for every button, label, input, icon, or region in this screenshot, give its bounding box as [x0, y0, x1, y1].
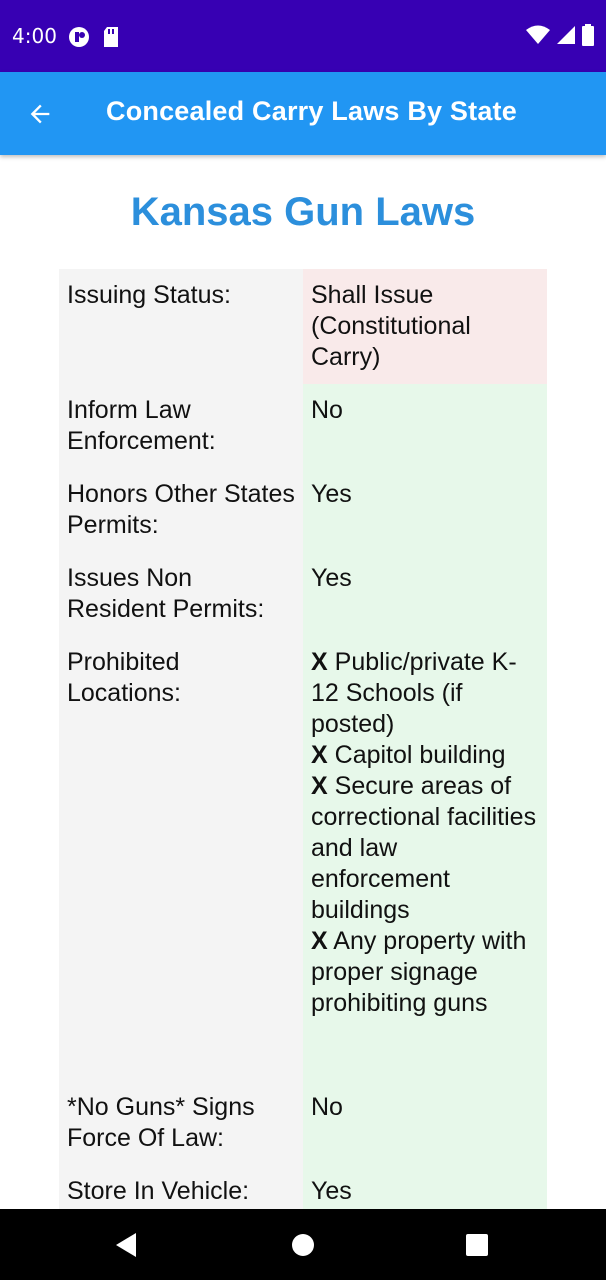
navigation-bar [0, 1209, 606, 1280]
prohibited-mark: X [311, 741, 328, 769]
prohibited-item [311, 647, 539, 740]
status-right-icons [526, 24, 594, 46]
law-row-issuing-status [59, 269, 547, 384]
status-left-icons [68, 26, 120, 48]
nav-recents-button[interactable] [459, 1227, 495, 1263]
prohibited-locations-list [303, 636, 547, 1081]
notification-app-icon [68, 26, 90, 48]
law-value: Yes [303, 1165, 547, 1209]
page-title: Kansas Gun Laws [130, 190, 476, 234]
prohibited-item-text: Any property with proper signage prohibiting guns [311, 927, 527, 1017]
prohibited-mark: X [311, 772, 328, 800]
law-row-non-resident [59, 552, 547, 636]
prohibited-item [311, 771, 539, 926]
prohibited-mark: X [311, 927, 328, 955]
back-button[interactable] [18, 92, 62, 136]
law-label: *No Guns* Signs Force Of Law: [59, 1081, 303, 1165]
prohibited-item [311, 740, 539, 771]
law-value: Yes [303, 552, 547, 636]
app-title: Concealed Carry Laws By State [106, 96, 517, 126]
law-value: No [303, 1081, 547, 1165]
battery-icon [582, 24, 594, 46]
wifi-icon [526, 25, 550, 45]
app-bar [0, 72, 606, 155]
law-label: Honors Other States Permits: [59, 468, 303, 552]
nav-recents-icon [465, 1233, 489, 1257]
nav-home-button[interactable] [285, 1227, 321, 1263]
nav-back-button[interactable] [108, 1227, 144, 1263]
law-label: Issues Non Resident Permits: [59, 552, 303, 636]
nav-home-icon [291, 1233, 315, 1257]
law-label: Prohibited Locations: [59, 636, 303, 1081]
nav-back-icon [114, 1232, 138, 1258]
law-label: Issuing Status: [59, 269, 303, 384]
law-row-prohibited-locations [59, 636, 547, 1081]
law-label: Inform Law Enforcement: [59, 384, 303, 468]
prohibited-item-text: Secure areas of correctional facilities and law enforcement buildings [311, 772, 537, 924]
prohibited-item-text: Capitol building [334, 741, 506, 769]
law-row-honors-permits [59, 468, 547, 552]
law-row-store-vehicle [59, 1165, 547, 1209]
sd-card-icon [102, 26, 120, 48]
status-time: 4:00 [12, 24, 57, 48]
status-bar [0, 0, 606, 72]
prohibited-mark: X [311, 648, 328, 676]
law-row-no-guns-signs [59, 1081, 547, 1165]
law-table [59, 269, 547, 1209]
law-value: Shall Issue (Constitutional Carry) [303, 269, 547, 384]
prohibited-item [311, 926, 539, 1019]
content-area[interactable] [0, 155, 606, 1209]
cell-signal-icon [556, 25, 576, 45]
law-label: Store In Vehicle: [59, 1165, 303, 1209]
law-row-inform-law [59, 384, 547, 468]
law-value: Yes [303, 468, 547, 552]
law-value: No [303, 384, 547, 468]
arrow-back-icon [26, 100, 54, 128]
prohibited-item-text: Public/private K-12 Schools (if posted) [311, 648, 517, 738]
